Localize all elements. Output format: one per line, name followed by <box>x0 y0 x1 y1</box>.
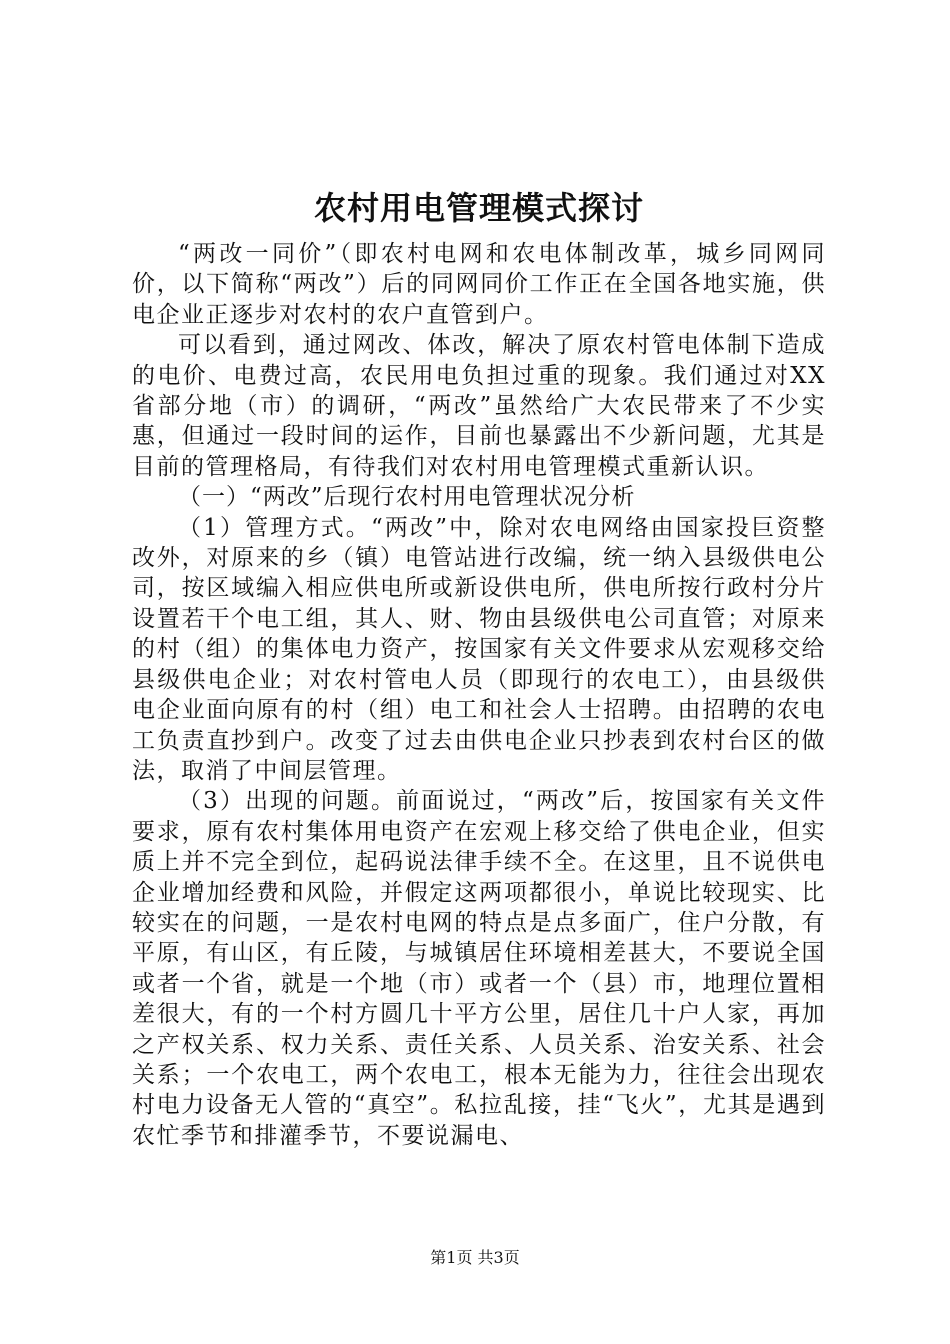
paragraph-problems: （3）出现的问题。前面说过，“两改”后，按国家有关文件要求，原有农村集体用电资产在宏观上移交给了供电企业，但实质上并不完全到位，起码说法律手续不全。在这里，且不说供电企业增加经费和风险，并假定这两项都很小，单说比较现实、比较实在的问题，一是农村电网的特点是点多面广，住户分散，有平原，有山区，有丘陵，与城镇居住环境相差甚大，不要说全国或者一个省，就是一个地（市）或者一个（县）市，地理位置相差很大，有的一个村方圆几十平方公里，居住几十户人家，再加之产权关系、权力关系、责任关系、人员关系、治安关系、社会关系；一个农电工，两个农电工，根本无能为力，往往会出现农村电力设备无人管的“真空”。私拉乱接，挂“飞火”，尤其是遇到农忙季节和排灌季节，不要说漏电、 <box>132 788 826 1149</box>
document-title: 农村用电管理模式探讨 <box>313 189 644 227</box>
section-heading: （一）“两改”后现行农村用电管理状况分析 <box>178 484 636 511</box>
paragraph-observation: 可以看到，通过网改、体改，解决了原农村管电体制下造成的电价、电费过高，农民用电负担过重的现象。我们通过对XX省部分地（市）的调研，“两改”虽然给广大农民带来了不少实惠，但通过一段时间的运作，目前也暴露出不少新问题，尤其是目前的管理格局，有待我们对农村用电管理模式重新认识。 <box>132 332 826 480</box>
paragraph-management-method: （1）管理方式。“两改”中，除对农电网络由国家投巨资整改外，对原来的乡（镇）电管站进行改编，统一纳入县级供电公司，按区域编入相应供电所或新设供电所，供电所按行政村分片设置若干个电工组，其人、财、物由县级供电公司直管；对原来的村（组）的集体电力资产，按国家有关文件要求从宏观移交给县级供电企业；对农村管电人员（即现行的农电工），由县级供电企业面向原有的村（组）电工和社会人士招聘。由招聘的农电工负责直抄到户。改变了过去由供电企业只抄表到农村台区的做法，取消了中间层管理。 <box>132 514 826 784</box>
page-number-footer: 第1页 共3页 <box>430 1248 520 1267</box>
document-body <box>132 183 826 1151</box>
paragraph-intro: “两改一同价”（即农村电网和农电体制改革，城乡同网同价，以下简称“两改”）后的同网同价工作正在全国各地实施，供电企业正逐步对农村的农户直管到户。 <box>132 241 826 328</box>
